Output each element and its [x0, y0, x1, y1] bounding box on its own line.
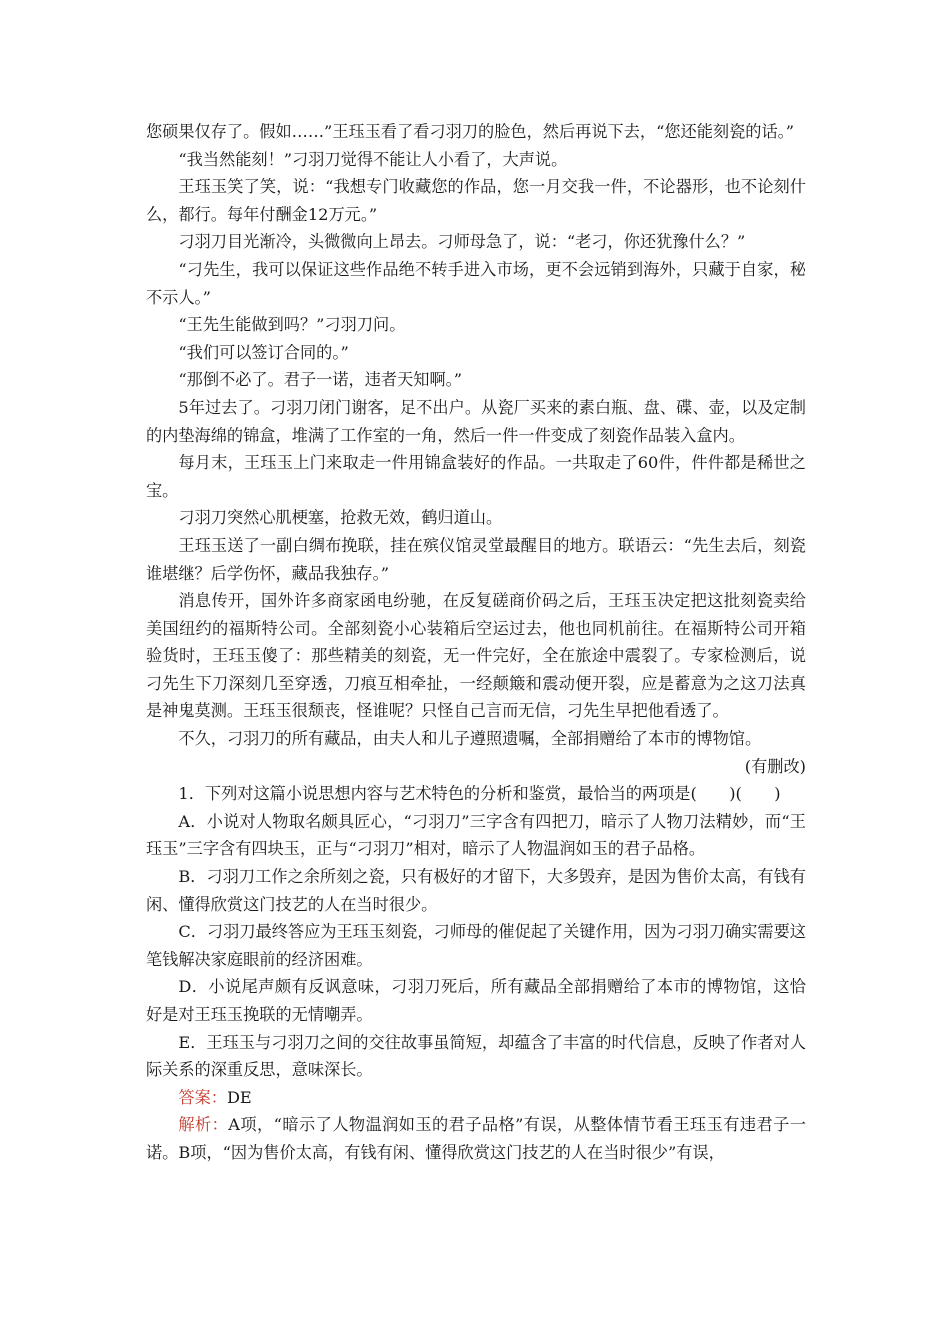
story-paragraph: 您硕果仅存了。假如……”王珏玉看了看刁羽刀的脸色，然后再说下去，“您还能刻瓷的话。”	[146, 122, 795, 141]
answer-value: DE	[226, 1087, 252, 1107]
option-d: D．小说尾声颇有反讽意味，刁羽刀死后，所有藏品全部捐赠给了本市的博物馆，这恰好是对王珏玉挽联的无情嘲弄。	[146, 977, 806, 1024]
question-stem: 1．下列对这篇小说思想内容与艺术特色的分析和鉴赏，最恰当的两项是( )( )	[178, 784, 781, 804]
story-paragraph: 王珏玉笑了笑，说：“我想专门收藏您的作品，您一月交我一件，不论器形，也不论刻什么，都行。每年付酬金12万元。”	[146, 177, 806, 224]
option-e: E．王珏玉与刁羽刀之间的交往故事虽简短，却蕴含了丰富的时代信息，反映了作者对人际关系的深重反思，意味深长。	[146, 1032, 806, 1080]
story-paragraph: “王先生能做到吗？”刁羽刀问。	[178, 315, 406, 335]
story-paragraph: 5年过去了。刁羽刀闭门谢客，足不出户。从瓷厂买来的素白瓶、盘、碟、壶，以及定制的内垫海绵的锦盒，堆满了工作室的一角，然后一件一件变成了刻瓷作品装入盒内。	[146, 397, 806, 445]
document-body	[146, 118, 806, 1167]
answer-line	[146, 1084, 806, 1112]
story-paragraph: 不久，刁羽刀的所有藏品，由夫人和儿子遵照遗嘱，全部捐赠给了本市的博物馆。	[178, 729, 762, 749]
analysis-label: 解析：	[178, 1115, 229, 1135]
analysis-text: A项，“暗示了人物温润如玉的君子品格”有误，从整体情节看王珏玉有违君子一诺。B项，“因为售价太高，有钱有闲、懂得欣赏这门技艺的人在当时很少”有误，	[146, 1115, 806, 1162]
analysis-line	[146, 1111, 806, 1166]
story-paragraph: 王珏玉送了一副白绸布挽联，挂在殡仪馆灵堂最醒目的地方。联语云：“先生去后，刻瓷谁堪继？后学伤怀，藏品我独存。”	[146, 535, 806, 583]
story-paragraph: 刁羽刀目光渐冷，头微微向上昂去。刁师母急了，说：“老刁，你还犹豫什么？”	[178, 232, 746, 252]
story-paragraph: 每月末，王珏玉上门来取走一件用锦盒装好的作品。一共取走了60件，件件都是稀世之宝。	[146, 453, 806, 500]
story-paragraph: 刁羽刀突然心肌梗塞，抢救无效，鹤归道山。	[178, 508, 503, 528]
story-paragraph: “刁先生，我可以保证这些作品绝不转手进入市场，更不会远销到海外，只藏于自家，秘不示人。”	[146, 259, 806, 307]
option-a: A．小说对人物取名颇具匠心，“刁羽刀”三字含有四把刀，暗示了人物刀法精妙，而“王珏玉”三字含有四块玉，正与“刁羽刀”相对，暗示了人物温润如玉的君子品格。	[146, 811, 806, 859]
answer-label: 答案：	[178, 1087, 227, 1107]
option-b: B．刁羽刀工作之余所刻之瓷，只有极好的才留下，大多毁弃，是因为售价太高，有钱有闲、懂得欣赏这门技艺的人在当时很少。	[146, 867, 806, 914]
story-paragraph: “我们可以签订合同的。”	[178, 342, 349, 362]
option-c: C．刁羽刀最终答应为王珏玉刻瓷，刁师母的催促起了关键作用，因为刁羽刀确实需要这笔钱解决家庭眼前的经济困难。	[146, 922, 806, 969]
source-note: (有删改)	[744, 756, 806, 776]
story-paragraph: “我当然能刻！”刁羽刀觉得不能让人小看了，大声说。	[178, 149, 568, 169]
story-paragraph: 消息传开，国外许多商家函电纷驰，在反复磋商价码之后，王珏玉决定把这批刻瓷卖给美国纽约的福斯特公司。全部刻瓷小心装箱后空运过去，他也同机前往。在福斯特公司开箱验货时，王珏玉傻了：那些精美的刻瓷，无一件完好，全在旅途中震裂了。专家检测后，说刁先生下刀深刻几至穿透，刀痕互相牵扯，一经颠簸和震动便开裂，应是蓄意为之这刀法真是神鬼莫测。王珏玉很颓丧，怪谁呢？只怪自己言而无信，刁先生早把他看透了。	[146, 591, 806, 721]
story-paragraph: “那倒不必了。君子一诺，违者天知啊。”	[178, 370, 463, 390]
